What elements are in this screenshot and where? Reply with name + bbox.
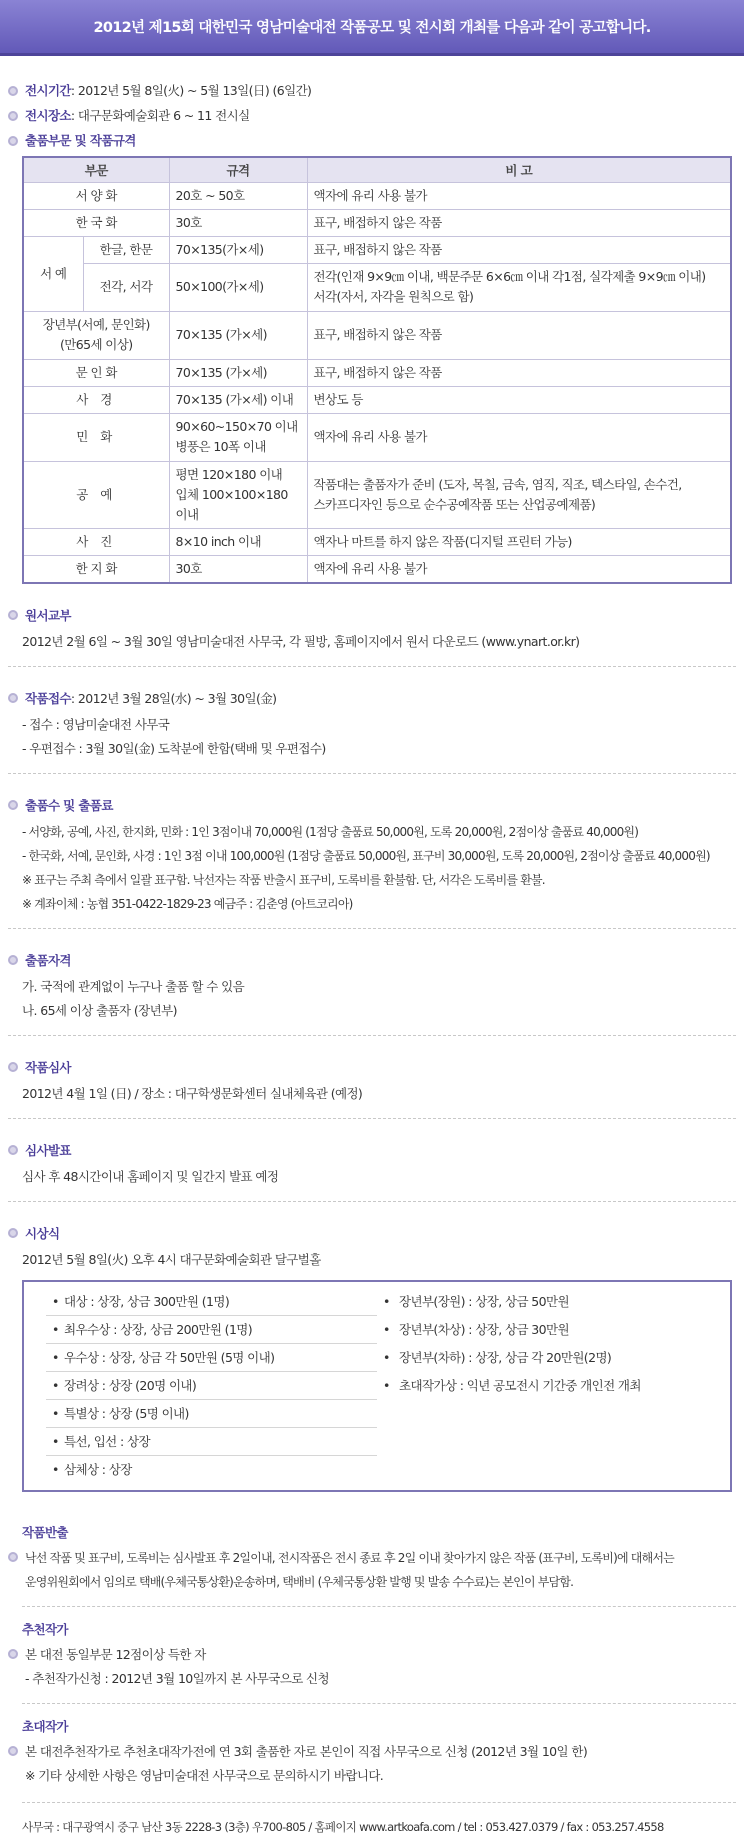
cell-size: 70×135(가×세) (169, 236, 307, 263)
section-line: 본 대전추천작가로 추천초대작가전에 연 3회 출품한 자로 본인이 직접 사무국으로 신청 (2012년 3월 10일 한) (25, 1743, 588, 1759)
bullet-icon (8, 955, 18, 965)
bullet-icon (8, 1649, 18, 1659)
cell-note: 액자에 유리 사용 불가 (307, 413, 731, 461)
cell-note: 표구, 배접하지 않은 작품 (307, 311, 731, 359)
cell-category: 민 화 (23, 413, 169, 461)
table-row (23, 461, 731, 528)
section-line: 2012년 5월 8일(火) 오후 4시 대구문화예술회관 달구벌홀 (22, 1251, 321, 1267)
section-judging (0, 1036, 744, 1106)
table-row (23, 311, 731, 359)
cell-note: 표구, 배접하지 않은 작품 (307, 236, 731, 263)
bullet-icon (8, 136, 18, 146)
award-item: • 장려상 : 상장 (20명 이내) (46, 1372, 377, 1400)
note-line: 작품대는 출품자가 준비 (도자, 목칠, 금속, 염직, 직조, 텍스타일, 손수건, (313, 476, 682, 492)
section-title: 작품심사 (25, 1059, 71, 1075)
award-item: • 장년부(차상) : 상장, 상금 30만원 (377, 1316, 730, 1344)
bullet-icon (8, 1552, 18, 1562)
section-line: ※ 기타 상세한 사항은 영남미술대전 사무국으로 문의하시기 바랍니다. (25, 1767, 384, 1783)
header-category: 부문 (23, 157, 169, 182)
header-note: 비 고 (307, 157, 731, 182)
cell-category: 한 지 화 (23, 555, 169, 583)
table-row (23, 236, 731, 263)
place-label: 전시장소 (25, 108, 71, 123)
cell-note: 표구, 배접하지 않은 작품 (307, 359, 731, 386)
section-title: 작품반출 (22, 1524, 68, 1540)
info-place (8, 103, 744, 128)
spec-label: 출품부문 및 작품규격 (25, 133, 136, 148)
section-recommended (0, 1607, 744, 1691)
section-title: 출품수 및 출품료 (25, 797, 113, 813)
award-item: • 특선, 입선 : 상장 (46, 1428, 377, 1456)
header-banner (0, 0, 744, 56)
cell-size: 20호 ~ 50호 (169, 182, 307, 209)
category-line: (만65세 이상) (59, 337, 133, 352)
award-item: • 최우수상 : 상장, 상금 200만원 (1명) (46, 1316, 377, 1344)
section-title: 출품자격 (25, 952, 71, 968)
award-item: • 장년부(장원) : 상장, 상금 50만원 (377, 1288, 730, 1316)
period-label: 전시기간 (25, 83, 71, 98)
header-size: 규격 (169, 157, 307, 182)
size-line: 90×60~150×70 이내 (175, 419, 298, 434)
note-line: 전각(인재 9×9㎝ 이내, 백문주문 6×6㎝ 이내 각1점, 실각제출 9×9㎝ 이내) (313, 269, 706, 284)
table-row (23, 413, 731, 461)
bullet-icon (8, 1145, 18, 1155)
section-qualification (0, 929, 744, 1023)
note-line: 서각(자서, 자각을 원칙으로 함) (313, 289, 474, 304)
award-item: • 삼체상 : 상장 (46, 1456, 377, 1484)
cell-subcategory: 한글, 한문 (83, 236, 169, 263)
table-row (23, 528, 731, 555)
section-receipt (0, 667, 744, 761)
cell-note: 변상도 등 (307, 386, 731, 413)
bullet-icon (8, 800, 18, 810)
table-header-row (23, 157, 731, 182)
category-line: 장년부(서예, 문인화) (42, 317, 150, 332)
bullet-icon (8, 86, 18, 96)
cell-category: 문 인 화 (23, 359, 169, 386)
cell-size: 70×135 (가×세) 이내 (169, 386, 307, 413)
section-line: ※ 표구는 주최 측에서 일괄 표구함. 낙선자는 작품 반출시 표구비, 도록비를 환불함. 단, 서각은 도록비를 환불. (22, 872, 545, 887)
size-line: 평면 120×180 이내 (175, 466, 283, 482)
section-line: 낙선 작품 및 표구비, 도록비는 심사발표 후 2일이내, 전시작품은 전시 종료 후 2일 이내 찾아가지 않은 작품 (표구비, 도록비)에 대해서는 (25, 1550, 674, 1565)
section-announce (0, 1119, 744, 1189)
award-item: • 장년부(차하) : 상장, 상금 각 20만원(2명) (377, 1344, 730, 1372)
cell-note: 액자에 유리 사용 불가 (307, 555, 731, 583)
section-line: 심사 후 48시간이내 홈페이지 및 일간지 발표 예정 (22, 1168, 279, 1184)
awards-box (22, 1280, 732, 1492)
section-line: ※ 계좌이체 : 농협 351-0422-1829-23 예금주 : 김춘영 (아트코리아) (22, 896, 353, 911)
cell-category: 서 예 (23, 236, 83, 311)
banner-title: 2012년 제15회 대한민국 영남미술대전 작품공모 및 전시회 개최를 다음과 같이 공고합니다. (93, 20, 651, 36)
cell-note: 표구, 배접하지 않은 작품 (307, 209, 731, 236)
cell-size: 70×135 (가×세) (169, 359, 307, 386)
cell-size: 30호 (169, 209, 307, 236)
section-title: 원서교부 (25, 607, 71, 623)
note-line: 스카프디자인 등으로 순수공예작품 또는 산업공예제품) (313, 496, 596, 512)
section-line: 나. 65세 이상 출품자 (장년부) (22, 1002, 177, 1018)
section-line: - 서양화, 공예, 사진, 한지화, 민화 : 1인 3점이내 70,000원 (1점당 출품료 50,000원, 도록 20,000원, 2점이상 출품료 40,000원) (22, 824, 639, 839)
award-item: • 초대작가상 : 익년 공모전시 기간중 개인전 개최 (377, 1372, 730, 1400)
info-period (8, 78, 744, 103)
cell-size: 8×10 inch 이내 (169, 528, 307, 555)
cell-category: 사 경 (23, 386, 169, 413)
cell-note (307, 263, 731, 311)
section-title: 시상식 (25, 1225, 60, 1241)
exhibition-info (0, 56, 744, 153)
cell-size: 70×135 (가×세) (169, 311, 307, 359)
spec-table (22, 156, 732, 584)
table-row (23, 386, 731, 413)
section-line: - 접수 : 영남미술대전 사무국 (22, 716, 170, 732)
table-row (23, 263, 731, 311)
award-item: • 특별상 : 상장 (5명 이내) (46, 1400, 377, 1428)
section-line: - 한국화, 서예, 문인화, 사경 : 1인 3점 이내 100,000원 (1점당 출품료 50,000원, 표구비 30,000원, 도록 20,000원, 2점이상 출품료 40,000원) (22, 848, 710, 863)
bullet-icon (8, 1228, 18, 1238)
section-application (0, 584, 744, 654)
cell-category: 서 양 화 (23, 182, 169, 209)
section-line: 가. 국적에 관계없이 누구나 출품 할 수 있음 (22, 978, 245, 994)
info-spec (8, 128, 744, 153)
size-line: 입체 100×100×180 이내 (175, 486, 288, 522)
cell-category: 공 예 (23, 461, 169, 528)
table-row (23, 359, 731, 386)
table-row (23, 209, 731, 236)
cell-note: 액자나 마트를 하지 않은 작품(디지털 프린터 가능) (307, 528, 731, 555)
table-row (23, 555, 731, 583)
awards-left-column (24, 1288, 377, 1484)
award-item: • 대상 : 상장, 상금 300만원 (1명) (46, 1288, 377, 1316)
section-line: 2012년 4월 1일 (日) / 장소 : 대구학생문화센터 실내체육관 (예정) (22, 1085, 363, 1101)
period-value: : 2012년 5월 8일(火) ~ 5월 13일(日) (6일간) (70, 83, 312, 98)
cell-size: 30호 (169, 555, 307, 583)
section-ceremony (0, 1202, 744, 1272)
section-line: - 추천작가신청 : 2012년 3월 10일까지 본 사무국으로 신청 (25, 1670, 330, 1686)
footer-contact: 사무국 : 대구광역시 중구 남산 3동 2228-3 (3층) 우700-805 / 홈페이지 www.artkoafa.com / tel : 053.427.0379 / fax : 053.257.4558 (22, 1819, 664, 1834)
table-row (23, 182, 731, 209)
bullet-icon (8, 610, 18, 620)
cell-category: 사 진 (23, 528, 169, 555)
section-title: 추천작가 (22, 1621, 68, 1637)
bullet-icon (8, 693, 18, 703)
section-title: 작품접수 (25, 690, 71, 706)
place-value: : 대구문화예술회관 6 ~ 11 전시실 (70, 108, 250, 123)
cell-note: 액자에 유리 사용 불가 (307, 182, 731, 209)
cell-category (23, 311, 169, 359)
bullet-icon (8, 1746, 18, 1756)
section-title: 심사발표 (25, 1142, 71, 1158)
section-line: 본 대전 동일부문 12점이상 득한 자 (25, 1646, 206, 1662)
section-fees (0, 774, 744, 916)
section-title: 초대작가 (22, 1718, 68, 1734)
size-line: 병풍은 10폭 이내 (175, 439, 266, 454)
cell-category: 한 국 화 (23, 209, 169, 236)
cell-subcategory: 전각, 서각 (83, 263, 169, 311)
cell-note (307, 461, 731, 528)
cell-size (169, 413, 307, 461)
section-title-suffix: : 2012년 3월 28일(水) ~ 3월 30일(金) (70, 690, 277, 706)
awards-right-column (377, 1288, 730, 1484)
cell-size (169, 461, 307, 528)
cell-size: 50×100(가×세) (169, 263, 307, 311)
section-line: 2012년 2월 6일 ~ 3월 30일 영남미술대전 사무국, 각 필방, 홈페이지에서 원서 다운로드 (www.ynart.or.kr) (22, 633, 580, 649)
section-invited (0, 1704, 744, 1788)
section-return (0, 1492, 744, 1594)
section-line: 운영위원회에서 임의로 택배(우체국통상환)운송하며, 택배비 (우체국통상환 발행 및 발송 수수료)는 본인이 부담함. (25, 1574, 574, 1589)
award-item: • 우수상 : 상장, 상금 각 50만원 (5명 이내) (46, 1344, 377, 1372)
bullet-icon (8, 111, 18, 121)
bullet-icon (8, 1062, 18, 1072)
section-line: - 우편접수 : 3월 30일(金) 도착분에 한함(택배 및 우편접수) (22, 740, 326, 756)
